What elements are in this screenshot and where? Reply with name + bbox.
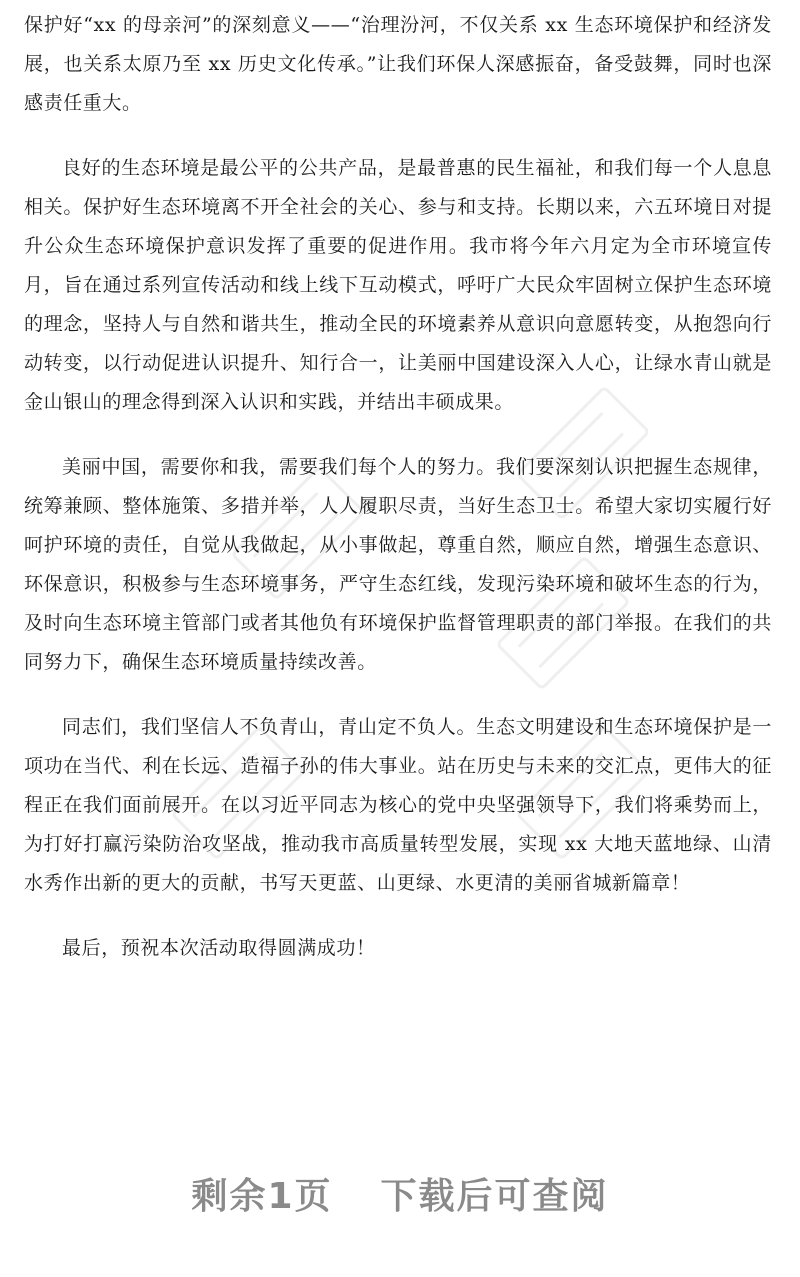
download-prompt-banner[interactable]	[0, 1168, 800, 1219]
remaining-pages-text: 剩余1页	[191, 1176, 333, 1217]
paragraph-4: 同志们，我们坚信人不负青山，青山定不负人。生态文明建设和生态环境保护是一项功在当代、利在长远、造福子孙的伟大事业。站在历史与未来的交汇点，更伟大的征程正在我们面前展开。在以习近平同志为核心的党中央坚强领导下，我们将乘势而上，为打好打赢污染防治攻坚战，推动我市高质量转型发展，实现 xx 大地天蓝地绿、山清水秀作出新的更大的贡献，书写天更蓝、山更绿、水更清的美丽省城新篇章！	[24, 716, 772, 894]
download-hint-text: 下载后可查阅	[380, 1176, 609, 1217]
document-body	[24, 6, 772, 994]
paragraph-5: 最后，预祝本次活动取得圆满成功！	[62, 937, 376, 959]
paragraph-3: 美丽中国，需要你和我，需要我们每个人的努力。我们要深刻认识把握生态规律，统筹兼顾、整体施策、多措并举，人人履职尽责，当好生态卫士。希望大家切实履行好呵护环境的责任，自觉从我做起，从小事做起，尊重自然，顺应自然，增强生态意识、环保意识，积极参与生态环境事务，严守生态红线，发现污染环境和破坏生态的行为，及时向生态环境主管部门或者其他负有环境保护监督管理职责的部门举报。在我们的共同努力下，确保生态环境质量持续改善。	[24, 456, 772, 673]
paragraph-1: 保护好“xx 的母亲河”的深刻意义——“治理汾河，不仅关系 xx 生态环境保护和经济发展，也关系太原乃至 xx 历史文化传承。”让我们环保人深感振奋，备受鼓舞，同时也深感责任重大。	[24, 14, 772, 114]
paragraph-2: 良好的生态环境是最公平的公共产品，是最普惠的民生福祉，和我们每一个人息息相关。保护好生态环境离不开全社会的关心、参与和支持。长期以来，六五环境日对提升公众生态环境保护意识发挥了重要的促进作用。我市将今年六月定为全市环境宣传月，旨在通过系列宣传活动和线上线下互动模式，呼吁广大民众牢固树立保护生态环境的理念，坚持人与自然和谐共生，推动全民的环境素养从意识向意愿转变，从抱怨向行动转变，以行动促进认识提升、知行合一，让美丽中国建设深入人心，让绿水青山就是金山银山的理念得到深入认识和实践，并结出丰硕成果。	[24, 157, 772, 413]
